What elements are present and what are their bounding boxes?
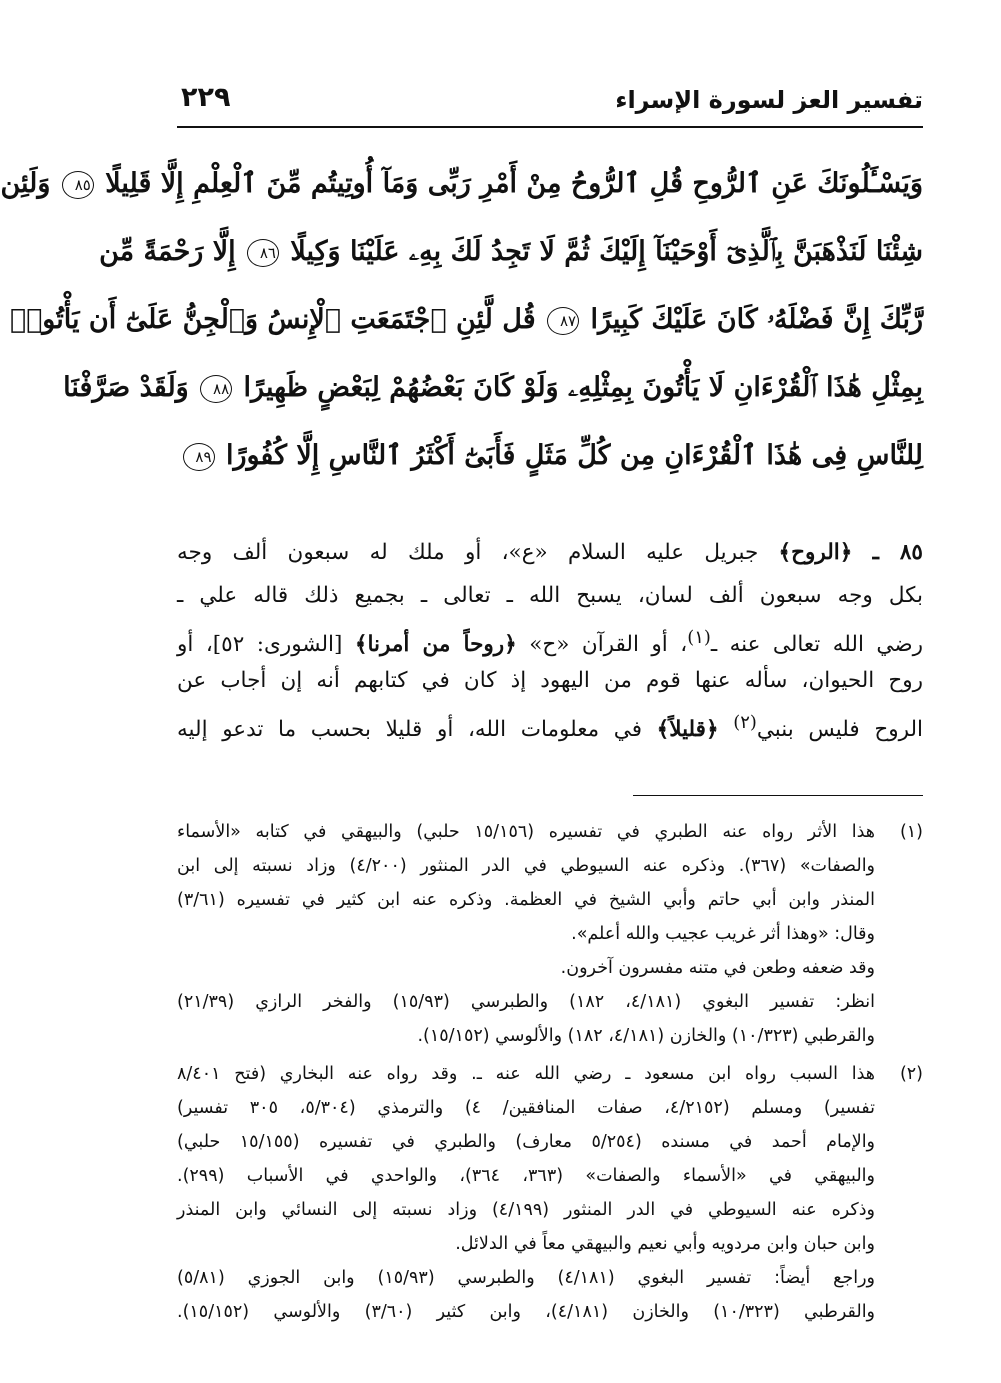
verse-text: بِمِثْلِ هَٰذَا ٱلْقُرْءَانِ لَا يَأْتُونَ بِمِثْلِهِۦ وَلَوْ كَانَ بَعْضُهُمْ لِبَعْضٍ ظَهِيرًا — [243, 372, 923, 403]
footnote-line: والإمام أحمد في مسنده (٥/٢٥٤ معارف) والطبري في تفسيره (١٥/١٥٥ حلبي) — [177, 1132, 876, 1152]
ayah-number-marker: ٨٧ — [547, 307, 579, 335]
footnote-line: وقال: «وهذا أثر غريب عجيب والله أعلم». — [571, 924, 875, 944]
footnote-line: وقد ضعفه وطعن في متنه مفسرون آخرون. — [560, 958, 875, 978]
verse-text: لِلنَّاسِ فِى هَٰذَا ٱلْقُرْءَانِ مِن كُلِّ مَثَلٍ فَأَبَىٰٓ أَكْثَرُ ٱلنَّاسِ إِلَّا كُفُورًا — [225, 440, 923, 471]
footnote-line: والقرطبي (١٠/٣٢٣) والخازن (٤/١٨١)، وابن كثير (٣/٦٠) والألوسي (١٥/١٥٢). — [177, 1302, 876, 1322]
footnote-line: المنذر وابن أبي حاتم وأبي الشيخ في العظمة. وذكره عنه ابن كثير في تفسيره (٣/٦١) — [177, 890, 875, 910]
footnote-number: (٢) — [899, 1064, 923, 1084]
verse-line — [99, 218, 923, 286]
footnote-ref: (٢) — [733, 712, 757, 733]
commentary-line — [177, 617, 923, 660]
footnote — [177, 815, 923, 1053]
commentary-span: روح الحيوان، سأله عنها قوم من اليهود إذ كان في كتابهم أنه إن أجاب عن — [177, 667, 923, 693]
footnote-line: تفسير) ومسلم (٤/٢١٥٢، صفات المنافقين/ ٤) والترمذي (٥/٣٠٤، ٣٠٥ تفسير) — [177, 1098, 875, 1118]
verse-line — [63, 354, 923, 422]
verse-line — [9, 286, 923, 354]
running-title: تفسير العز لسورة الإسراء — [615, 86, 923, 114]
commentary-line — [177, 702, 923, 745]
verse-text: وَيَسْـَٔلُونَكَ عَنِ ٱلرُّوحِ قُلِ ٱلرُّوحُ مِنْ أَمْرِ رَبِّى وَمَآ أُوتِيتُم مِّنَ ٱلْعِلْمِ إِلَّا قَلِيلًا — [105, 168, 923, 199]
page-header — [177, 82, 923, 128]
commentary-span: رضي الله تعالى عنه ـ — [710, 632, 923, 658]
quoted-term: ﴿روحاً من أمرنا﴾ — [354, 632, 517, 658]
ayah-number-marker: ٨٦ — [247, 239, 279, 267]
quoted-term: ﴿قليلاً﴾ — [656, 717, 719, 743]
footnote-line: والبيهقي في «الأسماء والصفات» (٣٦٣، ٣٦٤)، والواحدي في الأسباب (٢٩٩). — [177, 1166, 875, 1186]
footnote-line: انظر: تفسير البغوي (٤/١٨١، ١٨٢) والطبرسي (١٥/٩٣) والفخر الرازي (٢١/٣٩) — [177, 992, 875, 1012]
footnotes — [177, 815, 923, 1329]
footnote-line: هذا الأثر رواه عنه الطبري في تفسيره (١٥/١٥٦ حلبي) والبيهقي في كتابه «الأسماء — [177, 822, 875, 842]
commentary-text — [177, 532, 923, 745]
ayah-number-marker: ٨٥ — [62, 171, 94, 199]
commentary-span: في معلومات الله، أو قليلا بحسب ما تدعو إليه — [177, 717, 642, 743]
commentary-span: [الشورى: ٥٢]، أو — [177, 632, 343, 658]
footnote-ref: (١) — [687, 627, 711, 648]
commentary-span: الروح فليس بنبي — [756, 717, 923, 743]
footnote-line: وذكره عنه السيوطي في الدر المنثور (٤/١٩٩) وزاد نسبته إلى النسائي وابن المنذر — [177, 1200, 876, 1220]
verse-line — [177, 422, 923, 490]
commentary-line — [177, 575, 923, 618]
verse-text: إِلَّا رَحْمَةً مِّن — [99, 236, 236, 267]
verse-line — [0, 150, 923, 218]
ayah-number-marker: ٨٨ — [200, 375, 232, 403]
footnote-number: (١) — [899, 822, 923, 842]
commentary-line — [177, 660, 923, 703]
quoted-term: ﴿الروح﴾ — [778, 540, 853, 565]
footnote-divider — [633, 795, 923, 796]
verse-text: شِئْنَا لَنَذْهَبَنَّ بِٱلَّذِىٓ أَوْحَيْنَآ إِلَيْكَ ثُمَّ لَا تَجِدُ لَكَ بِهِۦ عَلَيْنَا وَكِيلًا — [290, 236, 923, 267]
footnote-line: وراجع أيضاً: تفسير البغوي (٤/١٨١) والطبرسي (١٥/٩٣) وابن الجوزي (٥/٨١) — [177, 1268, 875, 1288]
footnote-line: هذا السبب رواه ابن مسعود ـ رضي الله عنه ـ. وقد رواه عنه البخاري (فتح ٨/٤٠١ — [177, 1064, 875, 1084]
footnote-line: والصفات» (٣٦٧). وذكره عنه السيوطي في الدر المنثور (٤/٢٠٠) وزاد نسبته إلى ابن — [177, 856, 876, 876]
footnote-line: وابن حبان وابن مردويه وأبي نعيم والبيهقي معاً في الدلائل. — [455, 1234, 875, 1254]
commentary-span: جبريل عليه السلام «ع»، أو ملك له سبعون ألف وجه — [177, 540, 759, 565]
verse-text: وَلَقَدْ صَرَّفْنَا — [63, 372, 189, 403]
verse-text: رَّبِّكَ إِنَّ فَضْلَهُۥ كَانَ عَلَيْكَ كَبِيرًا — [590, 304, 923, 335]
quran-verses — [0, 150, 923, 490]
footnote-line: والقرطبي (١٠/٣٢٣) والخازن (٤/١٨١، ١٨٢) والألوسي (١٥/١٥٢). — [417, 1026, 875, 1046]
verse-text: وَلَئِن — [0, 168, 51, 199]
verse-number: ٨٥ ـ — [872, 540, 923, 565]
page-number: ٢٢٩ — [181, 82, 231, 113]
commentary-span: بكل وجه سبعون ألف لسان، يسبح الله ـ تعالى ـ بجميع ذلك قاله علي ـ — [177, 582, 923, 608]
commentary-line — [177, 532, 923, 575]
verse-text: قُل لَّئِنِ ٱجْتَمَعَتِ ٱلْإِنسُ وَٱلْجِنُّ عَلَىٰٓ أَن يَأْتُوا۟ — [9, 304, 536, 335]
ayah-number-marker: ٨٩ — [183, 443, 215, 471]
commentary-span: ، أو القرآن «ح» — [529, 632, 688, 658]
footnote — [177, 1057, 923, 1329]
